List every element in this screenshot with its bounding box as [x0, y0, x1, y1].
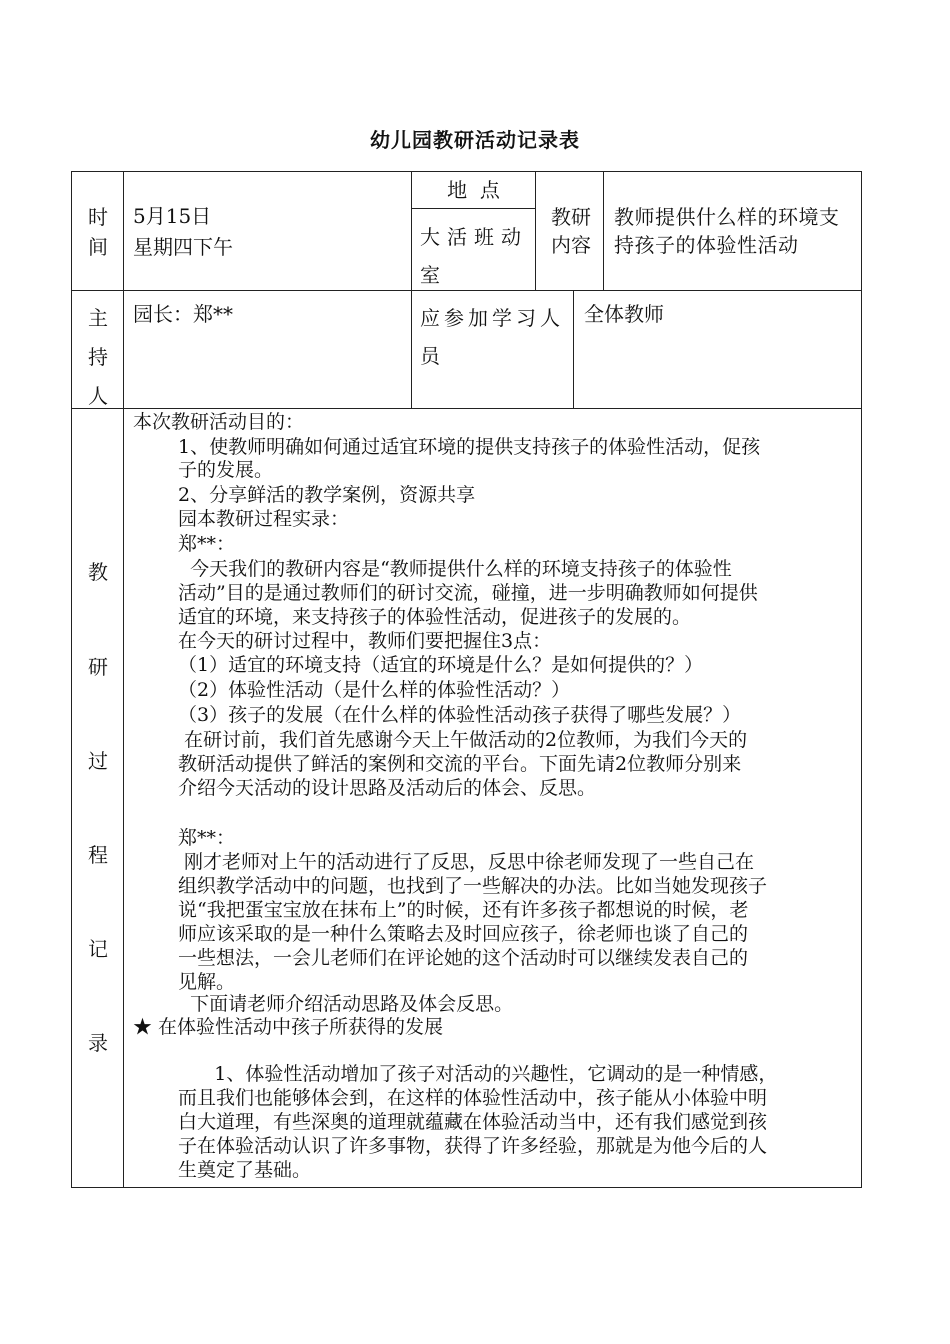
table-divider-place [411, 208, 536, 209]
record-line: 在研讨前，我们首先感谢今天上午做活动的2位教师，为我们今天的 [178, 729, 748, 751]
record-line: 子的发展。 [178, 459, 274, 481]
record-label-char-2: 研 [88, 655, 108, 679]
record-line: ★ 在体验性活动中孩子所获得的发展 [133, 1016, 444, 1038]
weekday-value: 星期四下午 [133, 235, 233, 259]
record-line: 1、体验性活动增加了孩子对活动的兴趣性，它调动的是一种情感， [178, 1063, 778, 1085]
table-border-right [861, 171, 862, 1188]
record-line: 见解。 [178, 971, 236, 993]
place-value: 大活班动室 [420, 225, 528, 287]
table-divider-label-col [123, 171, 124, 1188]
document-title: 幼儿园教研活动记录表 [370, 128, 580, 152]
record-line: 适宜的环境，来支持孩子的体验性活动，促进孩子的发展的。 [178, 606, 692, 628]
record-label-char-4: 程 [88, 843, 108, 867]
record-line: 下面请老师介绍活动思路及体会反思。 [178, 993, 514, 1015]
record-line: 说“我把蛋宝宝放在抹布上”的时候，还有许多孩子都想说的时候，老 [178, 899, 749, 921]
record-line: （1）适宜的环境支持（适宜的环境是什么？是如何提供的？） [178, 654, 704, 676]
table-divider-row1-b [535, 171, 536, 291]
host-label: 主 持 人 [88, 306, 108, 408]
record-line: 而且我们也能够体会到，在这样的体验性活动中，孩子能从小体验中明 [178, 1087, 768, 1109]
host-value: 园长：郑** [133, 302, 233, 326]
participants-label: 应参加学习人员 [420, 306, 564, 368]
record-line: 白大道理，有些深奥的道理就蕴藏在体验活动当中，还有我们感觉到孩 [178, 1111, 768, 1133]
record-line: 1、使教师明确如何通过适宜环境的提供支持孩子的体验性活动，促孩 [178, 436, 761, 458]
record-line: （2）体验性活动（是什么样的体验性活动？） [178, 679, 571, 701]
table-divider-row2 [573, 290, 574, 409]
record-line: 本次教研活动目的： [133, 411, 305, 433]
record-line: 今天我们的教研内容是“教师提供什么样的环境支持孩子的体验性 [178, 558, 732, 580]
record-line: 园本教研过程实录： [178, 508, 350, 530]
topic-value: 教师提供什么样的环境支持孩子的体验性活动 [614, 205, 840, 257]
record-label-char-6: 录 [88, 1031, 108, 1055]
table-border-top [71, 171, 862, 172]
time-label: 时 间 [88, 205, 108, 259]
table-border-bottom [71, 1187, 862, 1188]
place-label: 地 点 [447, 178, 500, 202]
record-label-char-5: 记 [88, 937, 108, 961]
topic-label: 教研 内容 [551, 205, 591, 257]
record-line: 子在体验活动认识了许多事物，获得了许多经验，那就是为他今后的人 [178, 1135, 768, 1157]
record-label-char-1: 教 [88, 560, 108, 584]
record-line: 郑**： [178, 827, 236, 849]
record-line: 生奠定了基础。 [178, 1159, 312, 1181]
table-divider-row1-a [411, 171, 412, 409]
table-divider-row1-c [603, 171, 604, 291]
record-line: 在今天的研讨过程中，教师们要把握住3点： [178, 630, 552, 652]
record-line: 郑**： [178, 533, 236, 555]
record-line: 活动”目的是通过教师们的研讨交流，碰撞，进一步明确教师如何提供 [178, 582, 758, 604]
record-line: 师应该采取的是一种什么策略去及时回应孩子，徐老师也谈了自己的 [178, 923, 749, 945]
table-border-left [71, 171, 72, 1188]
record-line: 2、分享鲜活的教学案例，资源共享 [178, 484, 476, 506]
record-line: 刚才老师对上午的活动进行了反思，反思中徐老师发现了一些自己在 [178, 851, 755, 873]
record-line: 教研活动提供了鲜活的案例和交流的平台。下面先请2位教师分别来 [178, 753, 742, 775]
record-label-char-3: 过 [88, 749, 108, 773]
record-line: 组织教学活动中的问题，也找到了一些解决的办法。比如当她发现孩子 [178, 875, 768, 897]
participants-value: 全体教师 [584, 302, 664, 326]
date-value: 5月15日 [133, 204, 212, 228]
record-line: （3）孩子的发展（在什么样的体验性活动孩子获得了哪些发展？） [178, 704, 742, 726]
record-line: 介绍今天活动的设计思路及活动后的体会、反思。 [178, 777, 597, 799]
record-line: 一些想法，一会儿老师们在评论她的这个活动时可以继续发表自己的 [178, 947, 749, 969]
